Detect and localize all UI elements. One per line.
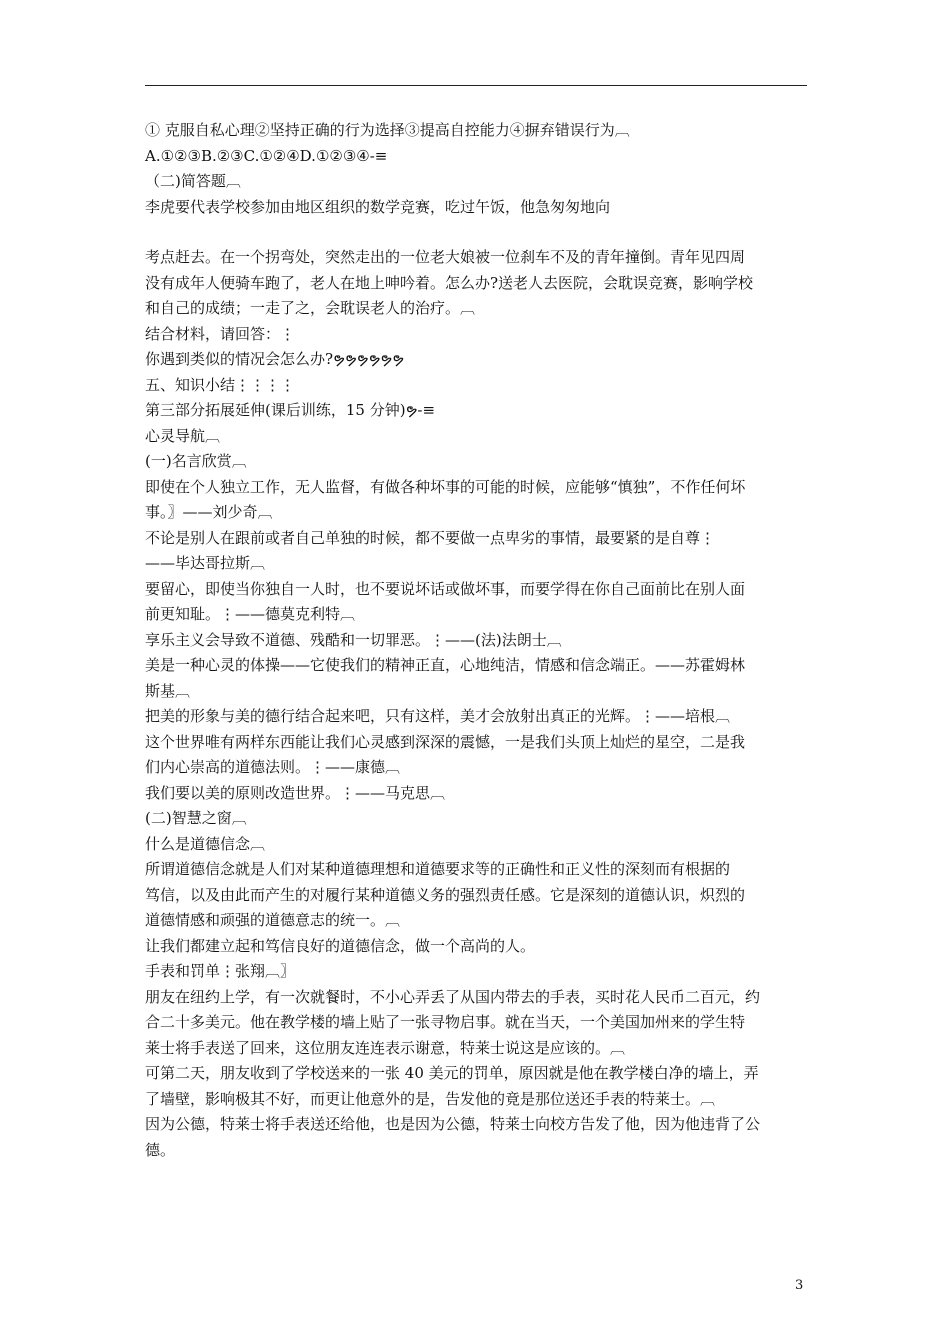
text-line: 笃信，以及由此而产生的对履行某种道德义务的强烈责任感。它是深刻的道德认识，炽烈的 (145, 885, 746, 904)
text-line: 享乐主义会导致不道德、残酷和一切罪恶。⋮——(法)法朗士︹ (145, 630, 562, 649)
text-line: 手表和罚单⋮张翔︹〗 (145, 962, 296, 980)
text-line: （二)简答题︹ (145, 172, 241, 190)
text-line: 合二十多美元。他在教学楼的墙上贴了一张寻物启事。就在当天，一个美国加州来的学生特 (145, 1013, 746, 1031)
text-line: 你遇到类似的情况会怎么办?ຯຯຯຯຯຯ (145, 350, 404, 368)
text-line: ——毕达哥拉斯︹ (145, 554, 266, 572)
paragraph-gap (145, 220, 810, 245)
text-line: 事。〗——刘少奇︹ (145, 503, 273, 521)
text-line: 考点赶去。在一个拐弯处，突然走出的一位老大娘被一位刹车不及的青年撞倒。青年见四周 (145, 248, 746, 266)
text-line: 什么是道德信念︹ (145, 834, 266, 853)
text-line: 没有成年人便骑车跑了，老人在地上呻吟着。怎么办?送老人去医院，会耽误竞赛，影响学校 (145, 273, 754, 292)
text-line: 可第二天，朋友收到了学校送来的一张 40 美元的罚单，原因就是他在教学楼白净的墙上，弄 (145, 1064, 759, 1082)
text-line: 第三部分拓展延伸(课后训练，15 分钟)ຯ-≡ (145, 401, 436, 419)
text-line: 这个世界唯有两样东西能让我们心灵感到深深的震憾，一是我们头顶上灿烂的星空，二是我 (145, 732, 746, 751)
text-line: 了墙壁，影响极其不好，而更让他意外的是，告发他的竟是那位送还手表的特莱士。︹ (145, 1089, 716, 1108)
document-body (145, 118, 810, 1163)
text-line: 即使在个人独立工作，无人监督，有做各种坏事的可能的时候，应能够“慎独”，不作任何坏 (145, 477, 746, 496)
text-line: ① 克服自私心理②坚持正确的行为选择③提高自控能力④摒弃错误行为︹ (145, 121, 630, 139)
text-line: 因为公德，特莱士将手表送还给他，也是因为公德，特莱士向校方告发了他，因为他违背了公 (145, 1115, 761, 1133)
text-line: 莱士将手表送了回来，这位朋友连连表示谢意，特莱士说这是应该的。︹ (145, 1038, 626, 1057)
text-line: 所谓道德信念就是人们对某种道德理想和道德要求等的正确性和正义性的深刻而有根据的 (145, 860, 731, 878)
text-line: 不论是别人在跟前或者自己单独的时候，都不要做一点卑劣的事情，最要紧的是自尊⋮ (145, 528, 716, 547)
text-line: (一)名言欣赏︹ (145, 452, 247, 470)
text-line: (二)智慧之窗︹ (145, 809, 247, 827)
text-line: 要留心，即使当你独自一人时，也不要说坏话或做坏事，而要学得在你自己面前比在别人面 (145, 579, 746, 598)
text-line: 和自己的成绩；一走了之，会耽误老人的治疗。︹ (145, 299, 476, 317)
header-rule (145, 85, 807, 86)
text-line: 五、知识小结⋮⋮⋮⋮ (145, 375, 296, 394)
text-line: 们内心崇高的道德法则。⋮——康德︹ (145, 758, 401, 776)
text-line: 结合材料，请回答：⋮ (145, 324, 296, 343)
text-line: 斯基︹ (145, 681, 191, 700)
text-line: 把美的形象与美的德行结合起来吧，只有这样，美才会放射出真正的光辉。⋮——培根︹ (145, 707, 731, 725)
page-number: 3 (795, 1278, 804, 1293)
text-line: 朋友在纽约上学，有一次就餐时，不小心弄丢了从国内带去的手表，买时花人民币二百元，约 (145, 987, 761, 1006)
text-line: 让我们都建立起和笃信良好的道德信念，做一个高尚的人。 (145, 936, 536, 955)
text-line: 道德情感和顽强的道德意志的统一。︹ (145, 911, 401, 929)
text-line: 前更知耻。⋮——德莫克利特︹ (145, 605, 356, 623)
text-line: 我们要以美的原则改造世界。⋮——马克思︹ (145, 783, 446, 802)
text-line: 德。 (145, 1140, 176, 1159)
text-line: 心灵导航︹ (145, 426, 221, 445)
text-line: 李虎要代表学校参加由地区组织的数学竞赛，吃过午饭，他急匆匆地向 (145, 197, 611, 216)
text-line: A.①②③B.②③C.①②④D.①②③④-≡ (145, 146, 388, 165)
text-line: 美是一种心灵的体操——它使我们的精神正直，心地纯洁，情感和信念端正。——苏霍姆林 (145, 656, 746, 674)
